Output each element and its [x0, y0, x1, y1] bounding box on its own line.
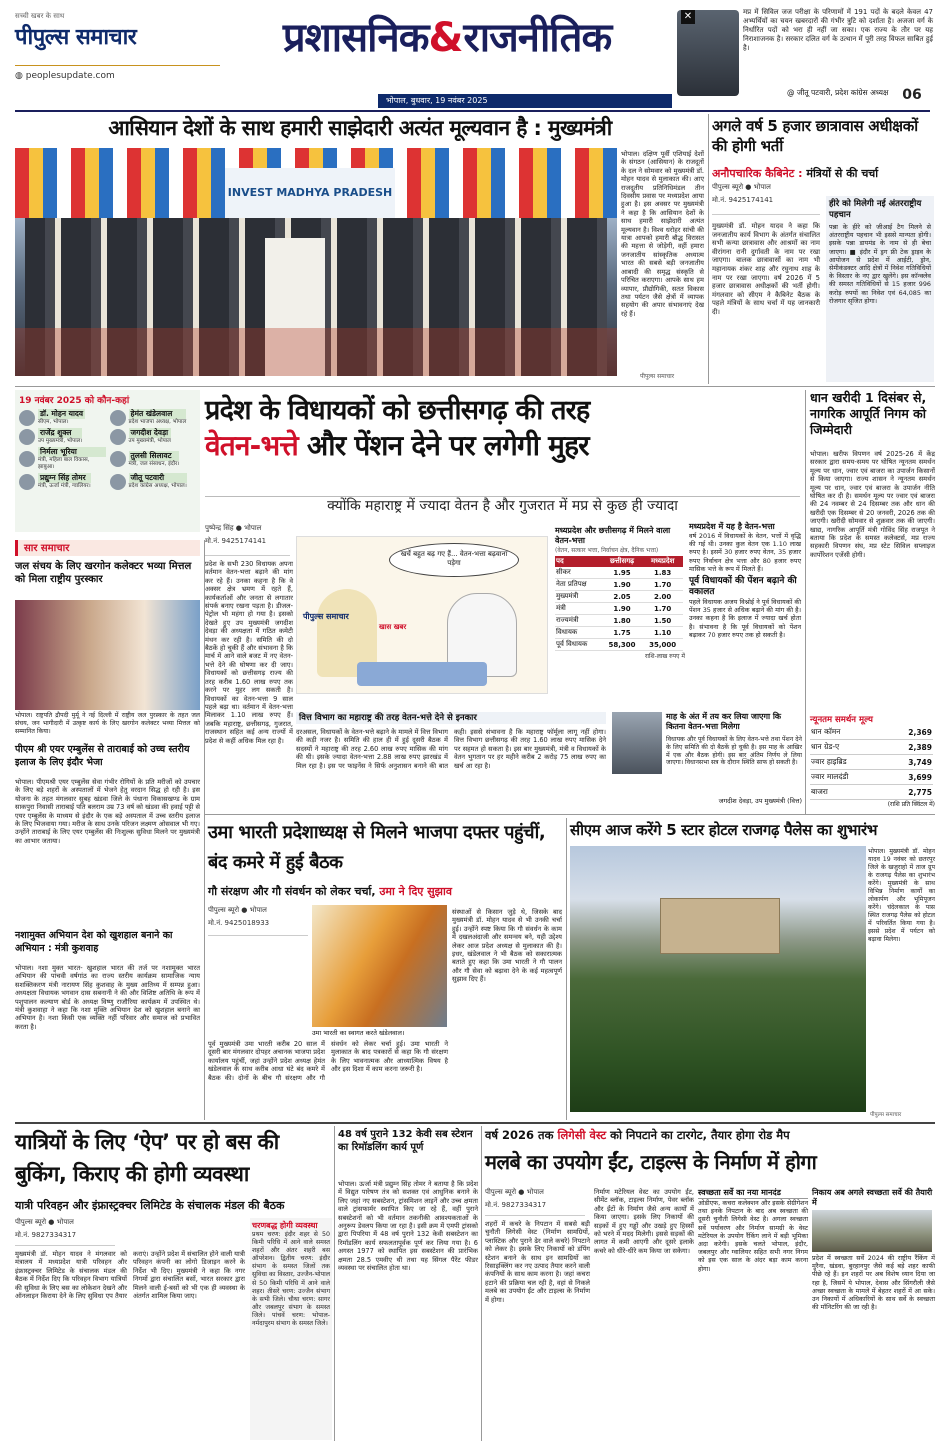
avatar	[19, 474, 35, 490]
who-where-person	[110, 473, 197, 490]
uma-body: पूर्व मुख्यमंत्री उमा भारती करीब 20 साल में दूसरी बार मंगलवार दोपहर अचानक भाजपा प्रदेश कार्यालय पहुंचीं, जहां उन्होंने प्रदेश अध्यक्ष हेमंत खंडेलवाल के साथ करीब आधा घंटे बंद कमरे में बैठक की। दोनों के बीच गौ संरक्षण और गौ संवर्धन को लेकर चर्चा हुई। उमा भारती ने मुलाकात के बाद पत्रकारों से कहा कि गौ संरक्षण के लिए भावनात्मक और आध्यात्मिक विषय है और इस दिशा में काम करना जरूरी है।	[208, 1040, 448, 1082]
uma-body-2: संस्थाओं से किसान जुड़े थे, जिसके बाद मुख्यमंत्री डॉ. मोहन यादव से भी उनकी चर्चा हुई। उन्होंने स्पष्ट किया कि गौ संवर्धन के काम में दखलअंदाजी और समन्वय बने, यही उद्देश्य लेकर आज प्रदेश अध्यक्ष से मुलाकात की है। इधर, खंडेलवाल ने भी बैठक को सकारात्मक बताते हुए कहा कि उमा भारती ने गौ पालन और गौ सेवा को बढ़ावा देने के कई महत्वपूर्ण सुझाव दिए हैं।	[452, 908, 562, 984]
avatar	[110, 451, 126, 467]
uma-subhead: गौ संरक्षण और गौ संवर्धन को लेकर चर्चा, उमा ने दिए सुझाव	[208, 885, 452, 898]
table-cell: 1.10	[654, 628, 672, 637]
bus-byline: पीपुल्स ब्यूरो ● भोपाल मो.नं. 9827334317	[15, 1218, 115, 1246]
table-header: मध्यप्रदेश	[651, 557, 675, 565]
table-cell: धान कॉमन	[811, 727, 841, 736]
msp-box: न्यूनतम समर्थन मूल्य धान कॉमन 2,369 धान ग्रेड-ए 2,389 ज्वार हाइब्रिड 3,749 ज्वार मालदंडी 3,699 बाजरा 2,775 (राशि प्रति क्विंटल में)	[810, 715, 935, 808]
avatar	[110, 429, 126, 445]
table-row	[555, 627, 683, 639]
table-cell: मुख्यमंत्री	[556, 592, 579, 600]
legacy-byline: पीपुल्स ब्यूरो ● भोपाल मो.नं. 9827334317	[485, 1188, 585, 1216]
mla-byline: पुष्पेन्द्र सिंह ● भोपाल मो.नं. 9425174141	[205, 524, 290, 556]
who-where-box: 19 नवंबर 2025 को कौन-कहां डॉ. मोहन यादव सीएम, भोपाल। हेमंत खंडेलवाल प्रदेश भाजपा अध्यक्ष, भोपाल राजेंद्र शुक्ल उप मुख्यमंत्री, भोपाल। जगदीश देवड़ा उप मुख्यमंत्री, भोपाल निर्मला भूरिया मंत्री, महिला बाल विकास, झाबुआ। तुलसी सिलावट मंत्री, जल संसाधन, इंदौर। प्रद्युम्न सिंह तोमर मंत्री, ऊर्जा मंत्री, ग्वालियर। जीतू पटवारी प्रदेश कांग्रेस अध्यक्ष, भोपाल।	[15, 390, 200, 532]
table-row	[555, 567, 683, 579]
summary-title-2: पीएम श्री एयर एम्बुलेंस से ताराबाई को उच्च स्तरीय इलाज के लिए इंदौर भेजा	[15, 744, 190, 768]
section-title: प्रशासनिक&राजनीतिक	[282, 15, 612, 61]
person-name: हेमंत खंडेलवाल	[129, 409, 187, 419]
palace-headline: सीएम आज करेंगे 5 स्टार होटल राजगढ़ पैलेस का शुभारंभ	[570, 821, 878, 839]
hostel-byline: पीपुल्स ब्यूरो ● भोपाल मो.नं. 9425174141	[712, 183, 820, 215]
table-cell: 2,775	[908, 787, 932, 797]
who-where-person	[19, 409, 106, 426]
mla-headline-2: वेतन-भत्ते और पेंशन देने पर लगेगी मुहर	[205, 429, 589, 462]
legacy-box-1: स्वच्छता सर्वे का नया मानदंड ओडीएफ, कचरा कलेक्शन और इसके सेग्रीगेशन तथा इनके निपटान के बाद अब स्वच्छता की दूसरी चुनौती लिगेसी वेस्ट है। अगला स्वच्छता सर्वे पर्यावरण और निर्माण सामग्री के वेस्ट मटेरियल के उपयोग रैंकिंग लाने में बड़ी भूमिका अदा करेगी। इसके चलते भोपाल, इंदौर, जबलपुर और ग्वालियर सहित सभी नगर निगम को इस एक साल के अंदर बड़ा काम करना होगा।	[698, 1188, 808, 1273]
table-row	[555, 603, 683, 615]
paddy-body: भोपाल। खरीफ विपणन वर्ष 2025-26 में केंद्र सरकार द्वारा समय-समय पर घोषित न्यूनतम समर्थन मूल्य पर धान, ज्वार एवं बाजरा का उपार्जन किसानों से किया जाएगा। राज्य शासन ने न्यूनतम समर्थन मूल्य पर धान, ज्वार एवं बाजरा के उपार्जन नीति घोषित कर दी है। समर्थन मूल्य पर ज्वार एवं बाजरा की 24 नवम्बर से 24 दिसम्बर तक और धान की खरीदी एक दिसम्बर से 20 जनवरी, 2026 तक की जाएगी। खरीदी सोमवार से शुक्रवार तक की जाएगी। खाद्य, नागरिक आपूर्ति मंत्री गोविंद सिंह राजपूत ने बताया कि प्रदेश के समस्त कलेक्टर्स, मप्र राज्य सहकारी विपणन संघ, मप्र स्टेट सिविल सप्लाइज कार्पोरेशन एजेंसी होगी।	[810, 450, 935, 559]
avatar	[19, 429, 35, 445]
person-name: तुलसी सिलावट	[129, 451, 180, 461]
table-cell: 1.83	[654, 568, 672, 577]
bus-headline: यात्रियों के लिए ‘ऐप’ पर हो बस की बुकिंग, किराए की होगी व्यवस्था	[15, 1130, 279, 1186]
table-row	[810, 725, 933, 740]
person-name: राजेंद्र शुक्ल	[38, 428, 82, 438]
who-where-person	[19, 473, 106, 490]
legacy-headline-1: वर्ष 2026 तक लिगेसी वेस्ट को निपटाने का टारगेट, तैयार होगा रोड मैप	[485, 1128, 790, 1142]
x-icon: ✕	[681, 10, 695, 24]
avatar	[19, 410, 35, 426]
lead-headline: आसियान देशों के साथ हमारी साझेदारी अत्यंत मूल्यवान है : मुख्यमंत्री	[108, 116, 612, 140]
who-where-person	[19, 428, 106, 445]
person-place: प्रदेश भाजपा अध्यक्ष, भोपाल	[128, 419, 187, 425]
legacy-headline-2: मलबे का उपयोग ईंट, टाइल्स के निर्माण में होगा	[485, 1150, 817, 1174]
person-place: उप मुख्यमंत्री, भोपाल।	[38, 438, 83, 444]
mla-subhead: क्योंकि महाराष्ट्र में ज्यादा वेतन है और गुजरात में मप्र से कुछ ही ज्यादा	[327, 498, 678, 514]
award-photo	[15, 600, 200, 710]
paddy-headline: धान खरीदी 1 दिसंबर से, नागरिक आपूर्ति निगम को जिम्मेदारी	[810, 390, 927, 437]
mla-side: मध्यप्रदेश में यह है वेतन-भत्ता वर्ष 2016 में विधायकों के वेतन, भत्तों में वृद्धि की गई थी। उनका कुल वेतन एक 1.10 लाख रुपए है। इसमें 30 हजार रुपए वेतन, 35 हजार रुपए निर्वाचन क्षेत्र भत्ता और 80 हजार रुपए मासिक भत्ते के रूप में मिलते हैं। पूर्व विधायकों की पेंशन बढ़ाने की वकालत पहले विधायक अजय विश्नोई ने पूर्व विधायकों की पेंशन 35 हजार से अधिक बढ़ाने की मांग की है। उनका कहना है कि इलाज में ज्यादा खर्च होता है। संभावना है कि पूर्व विधायकों को पेंशन बढ़ाकर 70 हजार रुपए तक हो सकती है।	[689, 522, 801, 639]
table-cell: 1.80	[613, 616, 631, 625]
avatar	[110, 410, 126, 426]
table-cell: 2,369	[908, 727, 932, 737]
lead-body: भोपाल। दक्षिण पूर्वी एशियाई देशों के संगठन (आसियान) के राजदूतों के दल ने सोमवार को मुख्यमंत्री डॉ. मोहन यादव से मुलाकात की। आए राजदूतीय प्रतिनिधिमंडल तीन दिवसीय प्रवास पर मध्यप्रदेश आया हुआ है। इस अवसर पर मुख्यमंत्री ने कहा है कि आसियान देशों के साथ हमारी साझेदारी अत्यंत मूल्यवान है। विश्व धरोहर सांची की यात्रा आपको हमारी बौद्ध विरासत की महत्ता से जोड़ेगी, वहीं हमारा जनजातीय सांस्कृतिक अध्यात्म भारत की सबसे बड़ी जनजातीय आबादी की समृद्ध संस्कृति से परिचित कराएगा। आपके साथ हम व्यापार, प्रौद्योगिकी, सतत विकास तथा पर्यटन जैसे क्षेत्रों में व्यापक सहयोग की अपार संभावनाएं देख रहे हैं।	[621, 150, 704, 318]
table-cell: 3,699	[908, 772, 932, 782]
table-row	[555, 639, 683, 651]
quote-box: ✕ मप्र में सिविल जज परीक्षा के परिणामों में 191 पदों के बदले केवल 47 अभ्यर्थियों का चयन खबरदारों की गंभीर त्रुटि को दर्शाता है। अजजा वर्ग के निर्धारित पदों को भरा ही नहीं जा सका। एक राज्य के तौर पर यह निराशाजनक है। सरकार दलित वर्ग के उत्थान में पूरी तरह विफल साबित हुई है। @ जीतू पटवारी, प्रदेश कांग्रेस अध्यक्ष	[677, 8, 935, 100]
table-cell: 58,300	[608, 640, 636, 649]
table-row	[810, 755, 933, 770]
table-cell: नेता प्रतिपक्ष	[556, 580, 587, 588]
table-header: पद	[556, 557, 564, 565]
table-cell: 2,389	[908, 742, 932, 752]
table-cell: बाजरा	[811, 787, 828, 796]
table-row	[810, 770, 933, 785]
table-cell: 1.95	[613, 568, 631, 577]
person-place: मंत्री, महिला बाल विकास, झाबुआ।	[38, 457, 90, 470]
hostel-kicker: अनौपचारिक कैबिनेट : मंत्रियों से की चर्चा	[712, 167, 879, 180]
table-cell: 1.70	[654, 604, 672, 613]
person-name: निर्मला भूरिया	[38, 447, 106, 457]
person-name: जीतू पटवारी	[129, 473, 187, 483]
hostel-headline: अगले वर्ष 5 हजार छात्रावास अधीक्षकों की होगी भर्ती	[712, 117, 918, 155]
summary-title-3: नशामुक्त अभियान देश को खुशहाल बनाने का अभियान : मंत्री कुशवाह	[15, 930, 173, 954]
deputy-cm-photo	[612, 712, 662, 774]
table-cell: सीकर	[556, 568, 571, 576]
table-cell: पूर्व विधायक	[556, 640, 588, 648]
deputy-cm-quote: माह के अंत में तय कर लिया जाएगा कि कितना वेतन-भत्ता मिलेगा विधायक और पूर्व विधायकों के लिए वेतन-भत्ते तथा पेंशन देने के लिए समिति की दो बैठकें हो चुकी है। इस माह के आखिर में एक और बैठक होगी। इस बार अंतिम निर्णय ले लिया जाएगा। विधानसभा सत्र के दौरान स्थिति साफ हो सकती है। जगदीश देवड़ा, उप मुख्यमंत्री (वित्त)	[612, 712, 802, 806]
person-place: प्रदेश कांग्रेस अध्यक्ष, भोपाल।	[128, 483, 187, 489]
finance-title: वित्त विभाग का महाराष्ट्र की तरह वेतन-भत्ते देने से इनकार	[296, 712, 606, 724]
table-cell: 1.70	[654, 580, 672, 589]
person-name: प्रद्युम्न सिंह तोमर	[38, 473, 91, 483]
website-link[interactable]: peoplesupdate.com	[25, 71, 115, 81]
who-where-person	[110, 447, 197, 471]
table-cell: मंत्री	[556, 604, 566, 612]
uma-headline: उमा भारती प्रदेशाध्यक्ष से मिलने भाजपा दफ्तर पहुंचीं, बंद कमरे में हुई बैठक	[208, 822, 546, 873]
globe-icon: ◍	[15, 71, 23, 81]
palace-body: भोपाल। मुख्यमंत्री डॉ. मोहन यादव 19 नवंबर को छतरपुर जिले के खजुराहो में ताज ग्रुप के राजगढ़ पैलेस का शुभारंभ करेंगे। मुख्यमंत्री के साथ विभिन्न निर्माण कार्यों का लोकार्पण और भूमिपूजन करेंगे। चंदेलकाल के पास स्थित राजगढ़ पैलेस को होटल में परिवर्तित किया गया है। इससे प्रदेश में पर्यटन को बढ़ावा मिलेगा।	[868, 848, 935, 943]
person-place: सीएम, भोपाल।	[38, 419, 69, 425]
bus-body: मुख्यमंत्री डॉ. मोहन यादव ने मंगलवार को मंत्रालय में मध्यप्रदेश यात्री परिवहन और इंफ्रास्ट्रक्चर लिमिटेड के संचालक मंडल की बैठक में निर्देश दिए कि परिवहन विभाग यात्रियों की सुविधा के लिए बस का लोकेशन देखने और ऑनलाइन किराया देने के लिए सुविधा एप तैयार कराएं। उन्होंने प्रदेश में संचालित होने वाली यात्री परिवहन कंपनी का लोगो डिजाइन करने के निर्देश भी दिए। मुख्यमंत्री ने कहा कि नगर निगमों द्वारा संचालित बसों, भारत सरकार द्वारा मिलने वाली ई-बसों को भी एक ही व्यवस्था के अंतर्गत शामिल किया जाए।	[15, 1250, 246, 1301]
table-cell: 3,749	[908, 757, 932, 767]
legacy-body-2: निर्माण मटेरियल वेस्ट का उपयोग ईंट, सीमेंट ब्लॉक, टाइल्स निर्माण, पेवर ब्लॉक और ईंटों के निर्माण जैसे अन्य कार्यों में किया जाएगा। इसके लिए निकायों की सड़कों में हुए गड्ढों और उखड़े हुए हिस्सों को भरने में मदद मिलेगी। इससे सड़कों की लागत में कमी आएगी और दूसरे इलाके कचरे को धीरे-धीरे कम किया जा सकेगा।	[594, 1188, 694, 1255]
who-where-person	[19, 447, 106, 471]
kv-headline: 48 वर्ष पुराने 132 केवी सब स्टेशन का रिमॉडलिंग कार्य पूर्ण	[338, 1129, 473, 1153]
table-cell: 1.50	[654, 616, 672, 625]
person-place: उप मुख्यमंत्री, भोपाल	[128, 438, 171, 444]
table-cell: 1.90	[613, 580, 631, 589]
who-where-person	[110, 428, 197, 445]
who-where-grid	[15, 409, 200, 490]
table-row	[810, 785, 933, 800]
hostel-body: मुख्यमंत्री डॉ. मोहन यादव ने कहा कि जनजातीय कार्य विभाग के अंतर्गत संचालित सभी कन्या छात्रावास और आश्रमों का नाम वीरांगना रानी दुर्गावती के नाम पर रखा जाएगा। बालक छात्रावासों का नाम भी महानायक शंकर शाह और रघुनाथ शाह के नाम पर रखा जाएगा। वर्ष 2026 में 5 हजार छात्रावास अधीक्षकों की भर्ती होगी। मंगलवार को सीएम ने कैबिनेट बैठक के पहले मंत्रियों के साथ चर्चा में यह जानकारी दी।	[712, 222, 820, 316]
table-cell: 2.00	[654, 592, 672, 601]
person-place: मंत्री, जल संसाधन, इंदौर।	[128, 460, 180, 467]
mla-body: प्रदेश के सभी 230 विधायक अपना वर्तमान वेतन-भत्ता बढ़ाने की मांग कर रहे हैं। उनका कहना है कि वे अक्सर क्षेत्र भ्रमण में रहते हैं, कार्यकर्ताओं और जनता से लगातार संपर्क बनाए रखना पड़ता है। डीजल-पेट्रोल भी महंगा हो गया है। इसको देखते हुए उप मुख्यमंत्री जगदीश देवड़ा की अध्यक्षता में गठित कमेटी मंथन कर रही है। समिति की दो बैठकें हो चुकी हैं और संभावना है कि मार्च में आने वाले बजट में नए वेतन-भत्ते देने की घोषणा कर दी जाए। विधायकों को छत्तीसगढ़ राज्य की तरह करीब 1.60 लाख रुपए तक करने पर मुहर लग सकती है। विधायकों का वेतन-भत्ता 9 साल पहले बढ़ा था। वर्तमान में वेतन-भत्ता मिलाकर 1.10 लाख रुपए हैं। जबकि महाराष्ट्र, छत्तीसगढ़, गुजरात, राजस्थान सहित कई अन्य राज्यों में प्रदेश से कहीं अधिक मिल रहा है।	[205, 560, 293, 745]
stage-box: चरणबद्ध होगी व्यवस्था प्रथम चरण: इंदौर शहर से 50 किमी परिधि में आने वाले समस्त शहरों और अंतर शहरी बस ऑपरेशन। द्वितीय चरण: इंदौर संभाग के समस्त जिलों तक सुविधा का विस्तार, उज्जैन-भोपाल से 50 किमी परिधि में आने वाले शहर। तीसरे चरण: उज्जैन संभाग के सभी जिले। चौथा चरण: सागर और जबलपुर संभाग के समस्त जिले। पांचवें चरण: भोपाल-नर्मदापुरम संभाग के समस्त जिले।	[250, 1218, 332, 1440]
tagline: सच्ची खबर के साथ	[15, 12, 65, 20]
table-cell: विधायक	[556, 628, 578, 636]
brand-logo: पीपुल्स समाचार	[15, 25, 137, 50]
legacy-box-2: निकाय अब अगले स्वच्छता सर्वे की तैयारी में प्रदेश में स्वच्छता सर्वे 2024 की राष्ट्रीय रैंकिंग में मुरैना, खंडवा, बुरहानपुर जैसे कई बड़े शहर काफी पीछे रहे हैं। इन शहरों पर अब विशेष ध्यान दिया जा रहा है, जिसमें ये भोपाल, देवास और सिंगरौली जैसे अच्छा स्वच्छता के मामले में बेहतर शहरों में आ सके। उन निकायों में अधिकारियों के साथ सर्वे के स्वच्छता की मॉनिटरिंग की जा रही है।	[812, 1188, 935, 1312]
summary-title-1: जल संचय के लिए खरगोन कलेक्टर भव्या मित्तल को मिला राष्ट्रीय पुरस्कार	[15, 561, 192, 585]
person-name: जगदीश देवड़ा	[129, 428, 171, 438]
table-row	[810, 740, 933, 755]
msp-table	[810, 725, 933, 800]
salary-table	[555, 556, 683, 651]
lead-photo: INVEST MADHYA PRADESH	[15, 148, 617, 376]
table-cell: धान ग्रेड-ए	[811, 742, 840, 751]
summary-label: सार समाचार	[15, 540, 200, 556]
garbage-photo	[812, 1210, 932, 1252]
avatar	[19, 451, 35, 467]
dateline: भोपाल, बुधवार, 19 नवंबर 2025	[378, 94, 672, 108]
masthead-brand	[15, 12, 220, 102]
diamond-sidebar: हीरे को मिलेगी नई अंतरराष्ट्रीय पहचान पन्ना के हीरे को जीआई टैग मिलने से अंतरराष्ट्रीय पहचान भी इससे मान्यता होगी। इसके पन्ना डायमंड के नाम से ही बेचा जाएगा। ■ इंदौर में ड्रग फ्री टेक ड्राइव के आयोजन से प्रदेश में आईटी, ड्रोन, सेमीकंडक्टर आदि क्षेत्रों में निवेश गतिविधियों के विस्तार के नए द्वार खुलेंगे। इस कॉन्क्लेव की समस्त गतिविधियों से 15 हजार 996 करोड़ रुपयों का निवेश एवं 64,085 का रोजगार सृजित होगा।	[826, 196, 934, 382]
table-row	[555, 579, 683, 591]
cartoon: खर्चे बहुत बढ़ गए हैं... वेतन-भत्ता बढ़वाना पड़ेगा पीपुल्स समाचार खास खबर	[296, 536, 548, 694]
who-where-person	[110, 409, 197, 426]
uma-byline: पीपुल्स ब्यूरो ● भोपाल मो.नं. 9425018933	[208, 906, 308, 936]
uma-photo	[312, 905, 447, 1027]
table-header: छत्तीसगढ़	[609, 557, 635, 565]
table-row	[555, 615, 683, 627]
table-row	[555, 591, 683, 603]
table-cell: 35,000	[649, 640, 677, 649]
person-name: डॉ. मोहन यादव	[40, 409, 84, 418]
avatar	[110, 474, 126, 490]
table-cell: 1.90	[613, 604, 631, 613]
table-cell: 1.75	[613, 628, 631, 637]
table-cell: 2.05	[613, 592, 631, 601]
page-number: 06	[898, 87, 926, 107]
legacy-body: शहरों में कचरे के निपटान में सबसे बड़ी चुनौती लिगेसी वेस्ट (निर्माण सामग्रियों, प्लास्टिक और पुराने ढेर वाले कचरे) निपटाने को लेकर है। इसके लिए निकायों को डंपिंग स्टेशन बनाने के साथ इन सामग्रियों का रिसाइक्लिंग कर नए उत्पाद तैयार करने वाली कंपनियों के साथ काम करना है। जहां कचरा हटाने की प्रक्रिया चल रही है, वहां से निकले मलबे का उपयोग ईंट और टाइल्स के निर्माण में होगा।	[485, 1220, 590, 1304]
table-cell: राज्यमंत्री	[556, 616, 579, 624]
table-cell: ज्वार मालदंडी	[811, 772, 849, 781]
bus-subhead: यात्री परिवहन और इंफ्रास्ट्रक्चर लिमिटेड के संचालक मंडल की बैठक	[15, 1199, 285, 1212]
person-place: मंत्री, ऊर्जा मंत्री, ग्वालियर।	[38, 483, 91, 489]
salary-table-box: मध्यप्रदेश और छत्तीसगढ़ में मिलने वाला वेतन-भत्ता (वेतन, सत्कार भत्ता, निर्वाचन क्षेत्र, दैनिक भत्ता) पद छत्तीसगढ़ मध्यप्रदेश सीकर 1.95 1.83 नेता प्रतिपक्ष 1.90 1.70 मुख्यमंत्री 2.05 2.00 मंत्री 1.90 1.70 राज्यमंत्री 1.80 1.50 विधायक 1.75 1.10 पूर्व विधायक 58,300 35,000 राशि-लाख रुपए में	[555, 526, 685, 660]
mla-headline-1: प्रदेश के विधायकों को छत्तीसगढ़ की तरह	[205, 395, 590, 426]
kv-body: भोपाल। ऊर्जा मंत्री प्रद्युम्न सिंह तोमर ने बताया है कि प्रदेश में विद्युत पारेषण तंत्र को सशक्त एवं आधुनिक बनाने के लिए जहां नए सबस्टेशन, ट्रांसमिशन लाइनें और उच्च क्षमता वाले ट्रांसफार्मर स्थापित किए जा रहे हैं, वहीं पुराने सबस्टेशनों को भी वर्तमान तकनीकी आवश्यकताओं के अनुरूप डेवलप किया जा रहा है। इसी क्रम में एमपी ट्रांसको द्वारा पिपरिया में 48 वर्ष पुराने 132 केवी सबस्टेशन का रिमॉडलिंग कार्य सफलतापूर्वक पूर्ण कर लिया गया है। 6 अगस्त 1977 को स्थापित इस सबस्टेशन की प्रारंभिक क्षमता 28.5 एमवीए थी तथा यह सिंगल पैरेंट फीडर व्यवस्था पर संचालित होता था।	[338, 1180, 478, 1273]
table-cell: ज्वार हाइब्रिड	[811, 757, 847, 766]
finance-body: दरअसल, विधायकों के वेतन-भत्ते बढ़ाने के मामले में वित्त विभाग की कड़ी नजर है। समिति की हाल ही में हुई दूसरी बैठक में सदस्यों ने महाराष्ट्र की तरह 2.60 लाख रुपए मासिक की मांग की थी। इसके ज्यादा वेतन-भत्ता 2.88 लाख रुपए झारखंड में मिल रहा है। इस पर फाइनेंस ने सिर्फ अनुशासन बनाने की बात कही। इससे संभावना है कि महाराष्ट्र फॉर्मूला लागू नहीं होगा। वित्त विभाग छत्तीसगढ़ की तरह 1.60 लाख रुपए मासिक देने पर सहमत हो सकता है। इस बार मुख्यमंत्री, मंत्री व विधायकों के वेतन भुगतान पर हर महीने करीब 2 करोड़ 75 लाख रुपए का खर्च आ रहा है।	[296, 728, 606, 770]
palace-photo	[570, 846, 866, 1112]
